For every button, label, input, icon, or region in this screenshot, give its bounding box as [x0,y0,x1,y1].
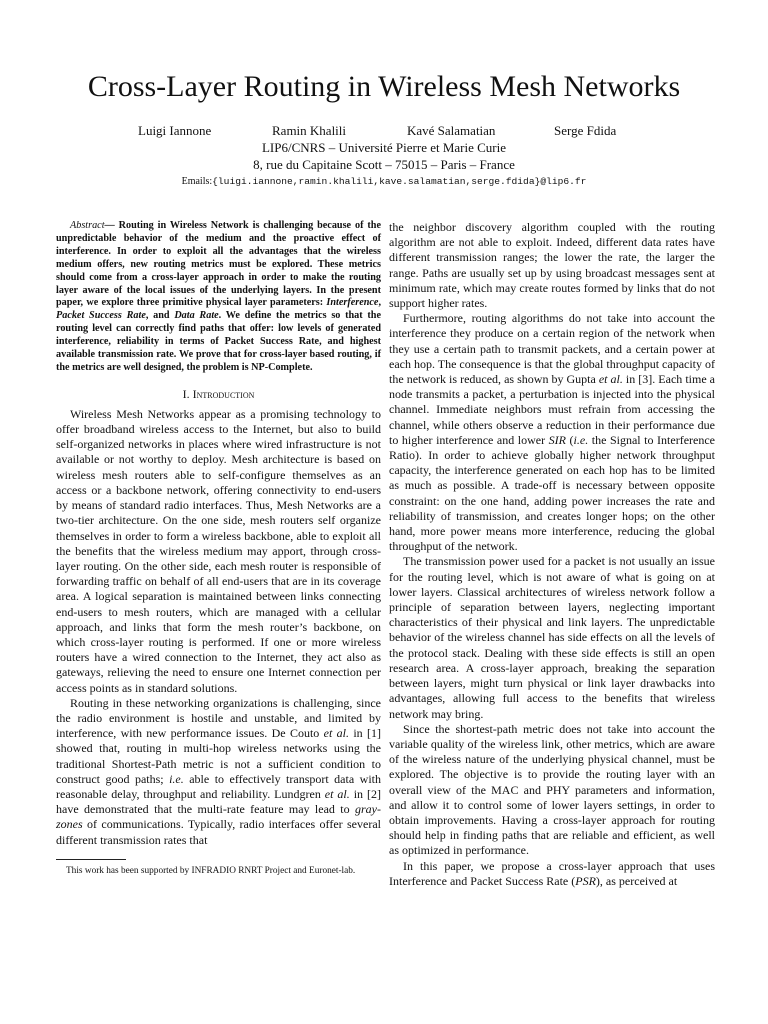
intro-paragraph: Routing in these networking organizations is challenging, since the radio environment is hostile and unstable, and limited by interference, with new performance issues. De Couto et al. in [1] showed that, routing in multi-hop wireless networks using the traditional Shortest-Path metric is not a sufficient condition to construct good paths; i.e. able to effectively transport data with reasonable delay, throughput and reliability. Lundgren et al. in [2] have demonstrated that the multi-rate feature may lead to gray-zones of communications. Typically, radio interfaces offer several different transmission rates that [56,695,382,847]
body-paragraph: In this paper, we propose a cross-layer approach that uses Interference and Packet Success Rate (PSR), as perceived at [389,858,715,888]
body-paragraph: the neighbor discovery algorithm coupled with the routing algorithm are not able to exploit. Indeed, different data rates have different transmission ranges; the lower the rate, the larger the range. Paths are usually set up by using broadcast messages sent at minimum rate, which may create routes formed by links that do not support higher rates. [389,220,715,311]
address-line: 8, rue du Capitaine Scott – 75015 – Paris – France [253,157,515,172]
body-paragraph: Furthermore, routing algorithms do not take into account the interference they produce on a certain region of the network when they use a certain path to transmit packets, and a certain power at each hop. The consequence is that the global throughput capacity of the network is reduced, as shown by Gupta et al. in [3]. Each time a node transmits a packet, a perturbation is injected into the physical channel. Immediate neighbors must refrain from accessing the channel, while others observe a reduction in their performance due to higher interference and lower SIR (i.e. the Signal to Interference Ratio). In order to achieve globally higher network throughput capacity, the interference generated on each hop has to be limited as much as possible. A trade-off is necessary between opposite constraint: on the one hand, adding power increases the rate and reliability of transmission, and creates longer hops; on the other hand, more power means more interference, reducing the global throughput of the network. [389,311,716,554]
section-heading: I. Introduction [182,386,255,401]
right-column [389,220,715,889]
body-paragraph: Since the shortest-path metric does not take into account the variable quality of the wireless link, other metrics, which are aware of the wireless nature of the underlying physical channel, must be explored. The objective is to provide the routing layer with an overall view of the MAC and PHY parameters and information, and allow it to control some of lower layers settings, in order to obtain improvements. Having a cross-layer approach for routing should help in finding paths that are reliable and efficient, as well as optimized in performance. [389,721,715,858]
emails-line [0,175,768,188]
left-column [56,220,381,877]
author-name: Ramin Khalili [272,123,347,138]
abstract: Abstract— Routing in Wireless Network is challenging because of the unpredictable behavior of the medium and the proactive effect of interference. In order to exploit all the advantages that the wireless medium offers, new routing metrics must be explored. These metrics should come from a cross-layer approach in order to make the routing layer aware of the local issues of the underlying layers. In the present paper, we explore three primitive physical layer parameters: Interference, Packet Success Rate, and Data Rate. We define the metrics so that the routing level can correctly find paths that offer: low levels of generated interference, reliability in terms of Packet Success Rate, and highest available transmission rate. We prove that for cross-layer based routing, if the metrics are well designed, the problem is NP-Complete. [56,220,381,373]
author-name: Kavé Salamatian [407,123,496,138]
footnote-rule [56,859,126,860]
footnote: This work has been supported by INFRADIO RNRT Project and Euronet-lab. [66,865,356,876]
abstract-label: Abstract [70,220,105,231]
email-addresses: {luigi.iannone,ramin.khalili,kave.salamatian,serge.fdida}@lip6.fr [212,176,587,187]
author-name: Luigi Iannone [138,123,212,138]
affiliation-line: LIP6/CNRS – Université Pierre et Marie Curie [261,140,507,155]
author-name: Serge Fdida [554,123,617,138]
body-paragraph: The transmission power used for a packet is not usually an issue for the routing level, which is not aware of what is going on at lower layers. Classical architectures of wireless network follow a principle of separation between layers, neglecting important characteristics of their physical and link layers. The unpredictable behavior of the wireless channel has side effects on all the levels of the protocol stack. Dealing with these side effects is still an open research area. A cross-layer approach, breaking the separation between layers, might turn physical or link layer drawbacks into advantages, allowing full access to the benefits that wireless network may bring. [389,554,715,721]
emails-label: Emails: [181,176,213,187]
paper-title: Cross-Layer Routing in Wireless Mesh Networks [87,70,681,103]
intro-paragraph: Wireless Mesh Networks appear as a promising technology to offer broadband wireless access to the Internet, but also to build self-organized networks in places where wired infrastructure is not available or not worthy to deploy. Mesh architecture is based on wireless mesh routers able to self-configure themselves as an access or a backbone network, offering connectivity to end-users by means of standard radio interfaces. Thus, Mesh Networks are a two-tier architecture. On the one side, mesh routers self organize themselves in order to form a wireless backbone, able to exploit all the benefits that the wireless medium may apport, through cross-layer routing. On the other side, each mesh router is responsible of forwarding traffic on behalf of all end-users that are in its coverage area. A logical separation is maintained between links connecting end-users to mesh routers, which are managed with a cellular approach, and links that form the mesh router’s backbone, on which cross-layer routing is performed. If one or more wireless routers have a wired connection to the Internet, they act also as gateways, relieving the need to ensure one Internet connection per access points as in standard solutions. [56,406,381,695]
